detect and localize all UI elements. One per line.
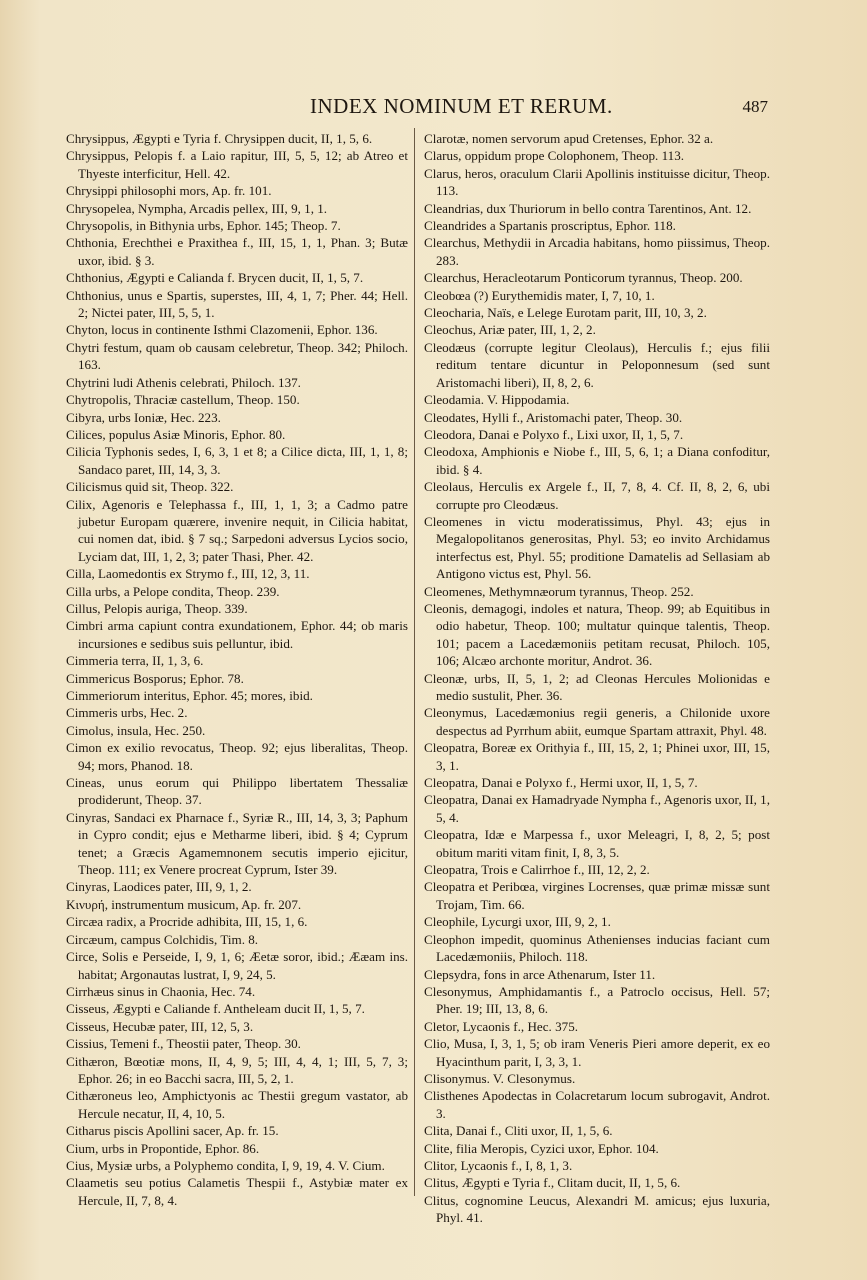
index-entry: Chrysopolis, in Bithynia urbs, Ephor. 145; Theop. 7. xyxy=(66,218,341,234)
index-entry: Cleophon impedit, quominus Athenienses inducias faciant cum Lacedæmoniis, Philoch. 118. xyxy=(424,931,770,965)
index-entry: Cinyras, Sandaci ex Pharnace f., Syriæ R., III, 14, 3, 3; Paphum in Cypro condit; ejus e Metharme liberi, ibid. § 4; Cyprum tenet; a Græcis Agamemnonem secutis imperio ejicitur, Theop. 111; ex Venere procreat Cyprum, Ister 39. xyxy=(66,809,408,878)
index-entry: Cilla, Laomedontis ex Strymo f., III, 12, 3, 11. xyxy=(66,566,310,582)
index-entry: Cleodora, Danai e Polyxo f., Lixi uxor, II, 1, 5, 7. xyxy=(424,426,684,442)
index-entry: Claametis seu potius Calametis Thespii f., Astybiæ mater ex Hercule, II, 7, 8, 4. xyxy=(66,1175,408,1208)
index-entry: Cimmeriorum interitus, Ephor. 45; mores, ibid. xyxy=(66,688,313,703)
index-entry: Cissius, Temeni f., Theostii pater, Theop. 30. xyxy=(66,1036,301,1052)
index-entry: Cleocharia, Naïs, e Lelege Eurotam parit, III, 10, 3, 2. xyxy=(424,305,707,321)
index-entry: Cimmeris urbs, Hec. 2. xyxy=(66,705,188,721)
page-number: 487 xyxy=(742,97,768,116)
index-entry: Chyton, locus in continente Isthmi Clazomenii, Ephor. 136. xyxy=(66,322,378,338)
index-entry: Cimolus, insula, Hec. 250. xyxy=(66,722,206,738)
index-entry: Cius, Mysiæ urbs, a Polyphemo condita, I, 9, 19, 4. V. Cium. xyxy=(66,1157,385,1173)
page-title: INDEX NOMINUM ET RERUM. xyxy=(310,94,613,118)
index-entry: Cleonis, demagogi, indoles et natura, Theop. 99; ab Equitibus in odio habetur, Theop. 100; multatur quinque talentis, Theop. 101; pacem a Lacedæmoniis petitam recusat, Philoch. 105, 106; Alcæo archonte moritur, Androt. 36. xyxy=(424,600,770,669)
index-entry: Κινυρή, instrumentum musicum, Ap. fr. 207. xyxy=(66,896,302,912)
index-entry: Cleopatra, Boreæ ex Orithyia f., III, 15, 2, 1; Phinei uxor, III, 15, 3, 1. xyxy=(424,740,770,773)
index-entry: Cilix, Agenoris e Telephassa f., III, 1, 1, 3; a Cadmo patre jubetur Europam quærere, invenire nequit, in Cilicia habitat, cui nomen dat, ibid. § 7 sq.; Sarpedoni adversus Lycios socio, Lyciam dat, III, 1, 2, 3; pater Thasi, Pher. 42. xyxy=(66,496,408,564)
index-entry: Cibyra, urbs Ioniæ, Hec. 223. xyxy=(66,409,221,425)
running-header xyxy=(300,94,768,120)
index-entry: Cleomenes, Methymnæorum tyrannus, Theop. 252. xyxy=(424,583,694,599)
index-entry: Cisseus, Ægypti e Caliande f. Antheleam ducit II, 1, 5, 7. xyxy=(66,1001,365,1017)
index-entry: Cleopatra, Trois e Calirrhoe f., III, 12, 2, 2. xyxy=(424,862,650,878)
index-entry: Cleodæus (corrupte legitur Cleolaus), Herculis f.; ejus filii reditum tentare dicuntur in Peloponnesum (sed sunt Aristomachi liberi), II, 8, 2, 6. xyxy=(424,339,770,390)
index-entry: Cithæroneus leo, Amphictyonis ac Thestii gregum vastator, ab Hercule necatur, II, 4, 10, 5. xyxy=(66,1088,408,1121)
index-entry: Cleopatra, Danai ex Hamadryade Nympha f., Agenoris uxor, II, 1, 5, 4. xyxy=(424,792,770,825)
index-entry: Circe, Solis e Perseide, I, 9, 1, 6; Æetæ soror, ibid.; Ææam ins. habitat; Argonautas lustrat, I, 9, 24, 5. xyxy=(66,949,408,982)
index-entry: Chytri festum, quam ob causam celebretur, Theop. 342; Philoch. 163. xyxy=(66,339,408,373)
index-entry: Cleodamia. V. Hippodamia. xyxy=(424,392,570,408)
index-entry: Chytrini ludi Athenis celebrati, Philoch. 137. xyxy=(66,374,301,390)
column-divider xyxy=(414,128,415,1196)
index-entry: Clarus, oppidum prope Colophonem, Theop. 113. xyxy=(424,148,685,164)
index-entry: Cleomenes in victu moderatissimus, Phyl. 43; ejus in Megalopolitanos generositas, Phyl. 53; eo invito Archidamus interfectus est, Phyl. 55; proditione Damatelis ad Sellasiam ab Antigono victus est, Phyl. 56. xyxy=(424,513,770,582)
index-entry: Clitus, Ægypti e Tyria f., Clitam ducit, II, 1, 5, 6. xyxy=(424,1175,681,1191)
index-entry: Cineas, unus eorum qui Philippo libertatem Thessaliæ prodiderunt, Theop. 37. xyxy=(66,775,408,808)
left-column xyxy=(66,130,408,1209)
index-entry: Cimon ex exilio revocatus, Theop. 92; ejus liberalitas, Theop. 94; mors, Phanod. 18. xyxy=(66,740,408,773)
right-column xyxy=(424,130,770,1227)
index-entry: Cleonymus, Lacedæmonius regii generis, a Chilonide uxore despectus ad Pyrrhum abiit, eumque Spartam attraxit, Phyl. 48. xyxy=(424,705,770,738)
index-entry: Cleobœa (?) Eurythemidis mater, I, 7, 10, 1. xyxy=(424,287,655,303)
index-entry: Cimbri arma capiunt contra exundationem, Ephor. 44; ob maris incursiones e sedibus suis pelluntur, ibid. xyxy=(66,618,408,651)
index-entry: Clisonymus. V. Clesonymus. xyxy=(424,1070,576,1086)
index-entry: Cleochus, Ariæ pater, III, 1, 2, 2. xyxy=(424,322,596,338)
index-entry: Chthonius, unus e Spartis, superstes, III, 4, 1, 7; Pher. 44; Hell. 2; Nictei pater, III, 5, 5, 1. xyxy=(66,287,408,321)
index-entry: Cleandrides a Spartanis proscriptus, Ephor. 118. xyxy=(424,218,676,234)
index-entry: Clesonymus, Amphidamantis f., a Patroclo occisus, Hell. 57; Pher. 19; III, 13, 8, 6. xyxy=(424,983,770,1017)
index-entry: Citharus piscis Apollini sacer, Ap. fr. 15. xyxy=(66,1123,279,1139)
index-entry: Circæum, campus Colchidis, Tim. 8. xyxy=(66,931,259,947)
index-entry: Cithæron, Bœotiæ mons, II, 4, 9, 5; III, 4, 4, 1; III, 5, 7, 3; Ephor. 26; in eo Bacchi sacra, III, 5, 2, 1. xyxy=(66,1053,408,1086)
index-entry: Clearchus, Heracleotarum Ponticorum tyrannus, Theop. 200. xyxy=(424,270,743,286)
index-entry: Clite, filia Meropis, Cyzici uxor, Ephor. 104. xyxy=(424,1140,659,1156)
index-entry: Clio, Musa, I, 3, 1, 5; ob iram Veneris Pieri amore deperit, ex eo Hyacinthum parit, I, 3, 3, 1. xyxy=(424,1036,770,1069)
index-entry: Chthonius, Ægypti e Calianda f. Brycen ducit, II, 1, 5, 7. xyxy=(66,270,364,286)
index-entry: Clitor, Lycaonis f., I, 8, 1, 3. xyxy=(424,1157,573,1173)
index-entry: Clarus, heros, oraculum Clarii Apollinis instituisse dicitur, Theop. 113. xyxy=(424,165,770,199)
index-entry: Cilicia Typhonis sedes, I, 6, 3, 1 et 8; a Cilice dicta, III, 1, 1, 8; Sandaco paret, III, 14, 3, 3. xyxy=(66,444,408,477)
index-entry: Cimmeria terra, II, 1, 3, 6. xyxy=(66,653,204,669)
index-entry: Clita, Danai f., Cliti uxor, II, 1, 5, 6. xyxy=(424,1123,613,1139)
index-entry: Cleopatra, Danai e Polyxo f., Hermi uxor, II, 1, 5, 7. xyxy=(424,775,698,791)
index-entry: Cleopatra et Peribœa, virgines Locrenses, quæ primæ missæ sunt Trojam, Tim. 66. xyxy=(424,879,770,912)
index-entry: Chrysopelea, Nympha, Arcadis pellex, III, 9, 1, 1. xyxy=(66,200,328,216)
index-entry: Chrysippus, Ægypti e Tyria f. Chrysippen ducit, II, 1, 5, 6. xyxy=(66,131,373,146)
index-entry: Cleodoxa, Amphionis e Niobe f., III, 5, 6, 1; a Diana confoditur, ibid. § 4. xyxy=(424,444,770,477)
index-entry: Cinyras, Laodices pater, III, 9, 1, 2. xyxy=(66,879,252,895)
index-entry: Cillus, Pelopis auriga, Theop. 339. xyxy=(66,600,248,616)
index-entry: Cirrhæus sinus in Chaonia, Hec. 74. xyxy=(66,983,256,999)
index-entry: Cleopatra, Idæ e Marpessa f., uxor Meleagri, I, 8, 2, 5; post obitum mariti vitam finit, I, 8, 3, 5. xyxy=(424,827,770,860)
index-entry: Clitus, cognomine Leucus, Alexandri M. amicus; ejus luxuria, Phyl. 41. xyxy=(424,1192,770,1226)
index-entry: Cilicismus quid sit, Theop. 322. xyxy=(66,479,234,495)
index-entry: Circæa radix, a Procride adhibita, III, 15, 1, 6. xyxy=(66,914,308,930)
index-entry: Clisthenes Apodectas in Colacretarum locum subrogavit, Androt. 3. xyxy=(424,1088,770,1121)
index-entry: Chthonia, Erechthei e Praxithea f., III, 15, 1, 1, Phan. 3; Butæ uxor, ibid. § 3. xyxy=(66,235,408,268)
index-entry: Clearchus, Methydii in Arcadia habitans, homo piissimus, Theop. 283. xyxy=(424,235,770,268)
index-entry: Chrysippi philosophi mors, Ap. fr. 101. xyxy=(66,183,272,199)
index-entry: Cilices, populus Asiæ Minoris, Ephor. 80. xyxy=(66,426,286,442)
index-entry: Cletor, Lycaonis f., Hec. 375. xyxy=(424,1018,579,1034)
index-entry: Clarotæ, nomen servorum apud Cretenses, Ephor. 32 a. xyxy=(424,131,714,146)
index-entry: Cilla urbs, a Pelope condita, Theop. 239. xyxy=(66,583,280,599)
index-entry: Cleophile, Lycurgi uxor, III, 9, 2, 1. xyxy=(424,914,611,930)
index-entry: Cium, urbs in Propontide, Ephor. 86. xyxy=(66,1140,260,1156)
index-entry: Cleolaus, Herculis ex Argele f., II, 7, 8, 4. Cf. II, 8, 2, 6, ubi corrupte pro Cleodæus. xyxy=(424,479,770,512)
index-entry: Cleonæ, urbs, II, 5, 1, 2; ad Cleonas Hercules Molionidas e medio sustulit, Pher. 36. xyxy=(424,670,770,703)
index-entry: Chrysippus, Pelopis f. a Laio rapitur, III, 5, 5, 12; ab Atreo et Thyeste interficitur, Hell. 42. xyxy=(66,148,408,181)
index-entry: Cimmericus Bosporus; Ephor. 78. xyxy=(66,670,244,686)
index-entry: Cleandrias, dux Thuriorum in bello contra Tarentinos, Ant. 12. xyxy=(424,200,752,216)
index-entry: Clepsydra, fons in arce Athenarum, Ister 11. xyxy=(424,966,656,982)
index-entry: Cisseus, Hecubæ pater, III, 12, 5, 3. xyxy=(66,1018,254,1034)
index-entry: Chytropolis, Thraciæ castellum, Theop. 150. xyxy=(66,392,300,408)
index-entry: Cleodates, Hylli f., Aristomachi pater, Theop. 30. xyxy=(424,409,683,425)
